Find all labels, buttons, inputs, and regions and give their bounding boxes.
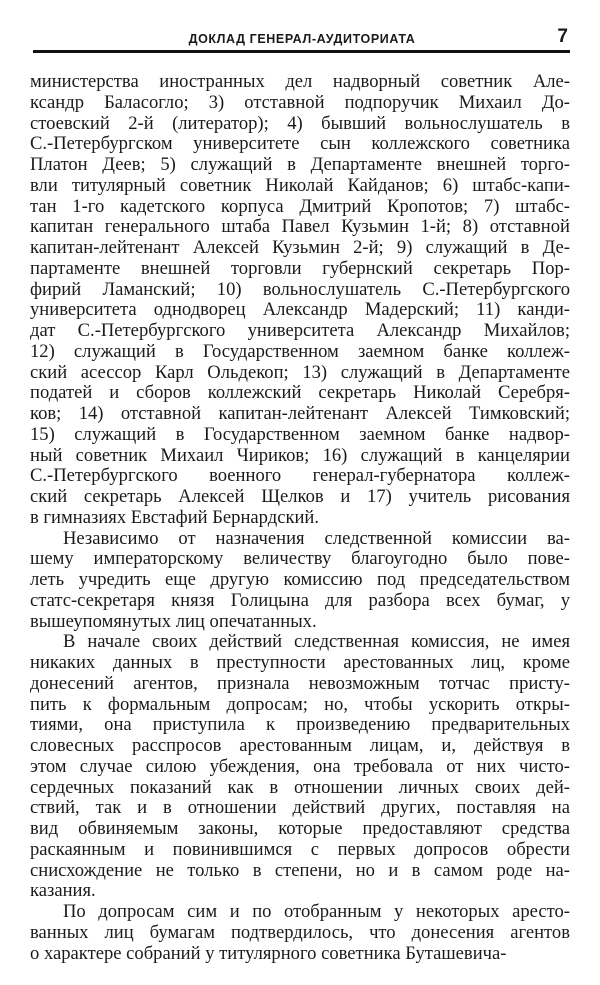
text-line: По допросам сим и по отобранным у некоторых аресто-: [63, 901, 570, 922]
text-line: сердечных показаний как в отношении личных своих дей-: [30, 776, 570, 798]
text-line: пить к формальным допросам; но, чтобы ускорить откры-: [30, 693, 570, 715]
text-line: ков; 14) отставной капитан-лейтенант Алексей Тимковский;: [30, 403, 570, 424]
paragraph: [30, 529, 570, 633]
text-line: С.-Петербургском университете сын коллежского советника: [30, 133, 570, 155]
paragraph: [30, 632, 570, 902]
text-line: ский асессор Карл Ольдекоп; 13) служащий в Департаменте: [30, 361, 570, 383]
text-line: 15) служащий в Государственном заемном банке надвор-: [30, 423, 570, 445]
text-line: Платон Деев; 5) служащий в Департаменте внешней торго-: [30, 154, 570, 175]
text-line: словесных расспросов арестованным лицам, и, действуя в: [30, 735, 570, 756]
text-line: ский секретарь Алексей Щелков и 17) учитель рисования: [30, 486, 570, 507]
text-line: казания.: [30, 880, 96, 902]
text-line: вид обвиняемым законы, которые предоставляют средства: [30, 818, 570, 839]
text-line: ксандр Баласогло; 3) отставной подпоручик Михаил До-: [30, 91, 570, 113]
text-line: раскаянным и повинившимся с первых допросов обрести: [30, 838, 570, 860]
text-line: ный советник Михаил Чириков; 16) служащий в канцелярии: [30, 444, 570, 466]
text-line: леть учредить еще другую комиссию под председательством: [30, 569, 570, 590]
text-line: С.-Петербургского военного генерал-губернатора коллеж-: [30, 465, 570, 487]
text-line: университета однодворец Александр Мадерский; 11) канди-: [30, 299, 570, 321]
text-line: капитан генерального штаба Павел Кузьмин 1-й; 8) отставной: [30, 216, 570, 238]
header-rule: [33, 50, 570, 53]
text-line: дат С.-Петербургского университета Александр Михайлов;: [30, 320, 570, 341]
text-line: шему императорскому величеству благоугодно было пове-: [30, 548, 570, 570]
paragraph: [30, 72, 570, 529]
text-line: вли титулярный советник Николай Кайданов; 6) штабс-капи-: [30, 174, 570, 196]
paragraph: [30, 902, 570, 964]
text-line: в гимназиях Евстафий Бернардский.: [30, 506, 320, 528]
text-line: тан 1-го кадетского корпуса Дмитрий Кропотов; 7) штабс-: [30, 195, 570, 217]
text-line: В начале своих действий следственная комиссия, не имея: [63, 631, 570, 653]
text-line: статс-секретаря князя Голицына для разбора всех бумаг, у: [30, 589, 570, 611]
text-line: податей и сборов коллежский секретарь Николай Серебря-: [30, 382, 570, 404]
page-body: [30, 72, 570, 964]
text-line: вышеупомянутых лиц опечатанных.: [30, 610, 317, 632]
running-title: ДОКЛАД ГЕНЕРАЛ-АУДИТОРИАТА: [188, 32, 416, 46]
page-number: 7: [557, 26, 568, 47]
text-line: 12) служащий в Государственном заемном банке коллеж-: [30, 340, 570, 362]
text-line: капитан-лейтенант Алексей Кузьмин 2-й; 9) служащий в Де-: [30, 237, 570, 258]
text-line: ствий, так и в отношении действий других, поставляя на: [30, 797, 570, 819]
text-line: фирий Ламанский; 10) вольнослушатель С.-Петербургского: [30, 278, 570, 300]
text-line: министерства иностранных дел надворный советник Але-: [30, 71, 570, 92]
text-line: ванных лиц бумагам подтвердилось, что донесения агентов: [30, 921, 570, 943]
running-header: [34, 28, 570, 48]
text-line: никаких данных в преступности арестованных лиц, кроме: [30, 652, 570, 673]
text-line: стоевский 2-й (литератор); 4) бывший вольнослушатель в: [30, 112, 570, 134]
text-line: этом случае силою убеждения, она требовала от них чисто-: [30, 755, 570, 777]
text-line: Независимо от назначения следственной комиссии ва-: [63, 527, 570, 549]
text-line: о характере собраний у титулярного советника Буташевича-: [30, 942, 507, 964]
text-line: партаменте внешней торговли губернский секретарь Пор-: [30, 257, 570, 279]
text-line: снисхождение не только в степени, но и в самом роде на-: [30, 859, 570, 881]
text-line: донесений агентов, признала невозможным тотчас присту-: [30, 672, 570, 694]
text-line: тиями, она приступила к произведению предварительных: [30, 714, 570, 736]
